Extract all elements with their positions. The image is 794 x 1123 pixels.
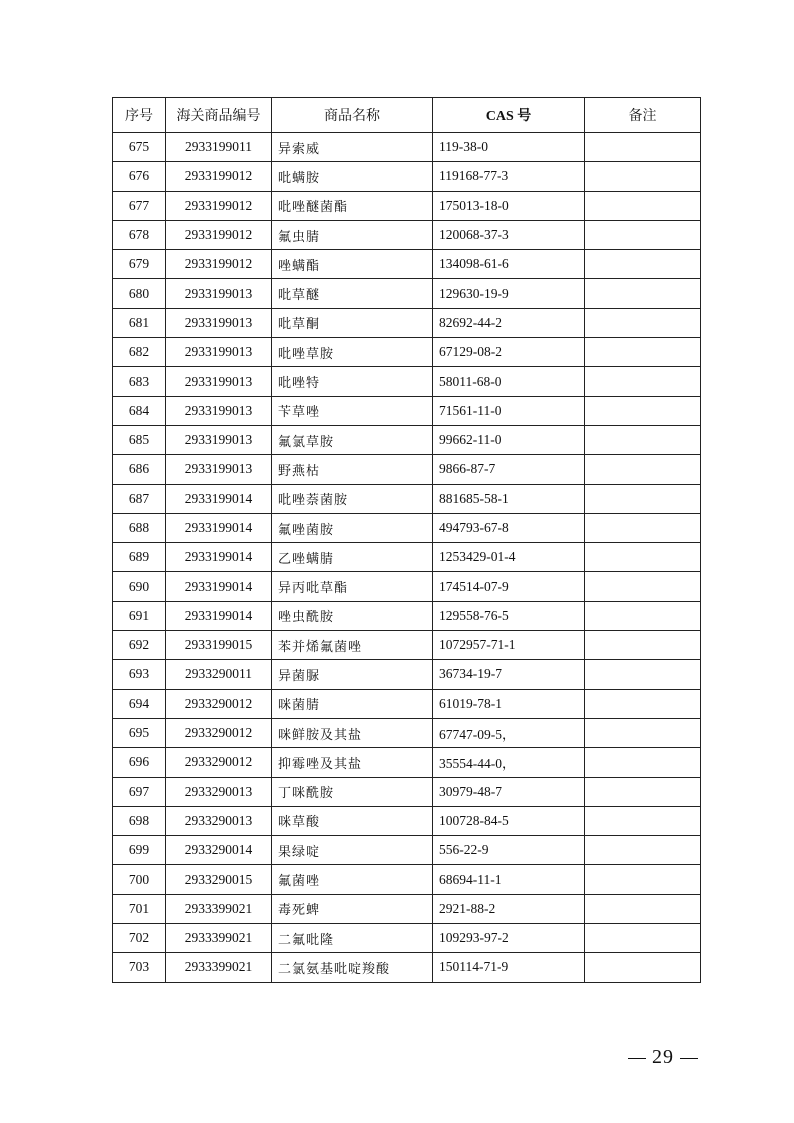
cell-seq: 684	[113, 396, 166, 425]
cell-cas-number: 174514-07-9	[433, 572, 585, 601]
cell-cas-number: 175013-18-0	[433, 191, 585, 220]
footer-dash-left	[628, 1058, 646, 1059]
cell-product-name: 咪草酸	[272, 806, 433, 835]
cell-cas-number: 1253429-01-4	[433, 543, 585, 572]
table-row	[113, 455, 701, 484]
cell-seq: 687	[113, 484, 166, 513]
cell-cas-number: 119168-77-3	[433, 162, 585, 191]
cell-product-name: 氟氯草胺	[272, 425, 433, 454]
cell-cas-number: 82692-44-2	[433, 308, 585, 337]
table-row	[113, 601, 701, 630]
cell-note	[585, 484, 701, 513]
cell-seq: 685	[113, 425, 166, 454]
cell-customs-code: 2933199012	[166, 162, 272, 191]
cell-product-name: 吡螨胺	[272, 162, 433, 191]
cell-customs-code: 2933199012	[166, 250, 272, 279]
cell-customs-code: 2933199013	[166, 425, 272, 454]
cell-product-name: 吡唑草胺	[272, 338, 433, 367]
cell-seq: 680	[113, 279, 166, 308]
table-row	[113, 484, 701, 513]
cell-seq: 681	[113, 308, 166, 337]
cell-customs-code: 2933199012	[166, 220, 272, 249]
cell-note	[585, 133, 701, 162]
cell-seq: 699	[113, 836, 166, 865]
cell-product-name: 乙唑螨腈	[272, 543, 433, 572]
cell-cas-number: 494793-67-8	[433, 513, 585, 542]
cell-note	[585, 513, 701, 542]
cell-product-name: 抑霉唑及其盐	[272, 748, 433, 777]
cell-cas-number: 67129-08-2	[433, 338, 585, 367]
cell-seq: 678	[113, 220, 166, 249]
cell-cas-number: 129630-19-9	[433, 279, 585, 308]
cell-note	[585, 250, 701, 279]
table-row	[113, 718, 701, 747]
cell-seq: 698	[113, 806, 166, 835]
table-row	[113, 279, 701, 308]
cell-note	[585, 748, 701, 777]
table-row	[113, 689, 701, 718]
cell-note	[585, 601, 701, 630]
cell-note	[585, 777, 701, 806]
cell-cas-number: 129558-76-5	[433, 601, 585, 630]
table-body	[113, 133, 701, 983]
cell-customs-code: 2933199014	[166, 543, 272, 572]
table-row	[113, 836, 701, 865]
cell-cas-number: 109293-97-2	[433, 924, 585, 953]
cell-cas-number: 134098-61-6	[433, 250, 585, 279]
page-number: 29	[652, 1046, 674, 1068]
footer-dash-right	[680, 1058, 698, 1059]
cell-cas-number: 30979-48-7	[433, 777, 585, 806]
cell-note	[585, 191, 701, 220]
cell-seq: 683	[113, 367, 166, 396]
cell-cas-number: 1072957-71-1	[433, 631, 585, 660]
cell-product-name: 吡唑萘菌胺	[272, 484, 433, 513]
cell-note	[585, 631, 701, 660]
table-row	[113, 748, 701, 777]
cell-customs-code: 2933199014	[166, 484, 272, 513]
cell-cas-number: 36734-19-7	[433, 660, 585, 689]
cell-cas-number: 99662-11-0	[433, 425, 585, 454]
cell-product-name: 吡唑醚菌酯	[272, 191, 433, 220]
cell-product-name: 丁咪酰胺	[272, 777, 433, 806]
table-row	[113, 396, 701, 425]
header-cas-number: CAS 号	[433, 98, 585, 133]
cell-product-name: 氟唑菌胺	[272, 513, 433, 542]
cell-note	[585, 367, 701, 396]
cell-customs-code: 2933290013	[166, 806, 272, 835]
cell-customs-code: 2933199013	[166, 279, 272, 308]
cell-product-name: 二氯氨基吡啶羧酸	[272, 953, 433, 982]
header-product-name: 商品名称	[272, 98, 433, 133]
table-row	[113, 924, 701, 953]
cell-customs-code: 2933199013	[166, 338, 272, 367]
cell-customs-code: 2933199014	[166, 513, 272, 542]
table-row	[113, 308, 701, 337]
cell-seq: 702	[113, 924, 166, 953]
cell-seq: 703	[113, 953, 166, 982]
cell-cas-number: 119-38-0	[433, 133, 585, 162]
cell-product-name: 咪菌腈	[272, 689, 433, 718]
cell-note	[585, 455, 701, 484]
cell-customs-code: 2933199014	[166, 572, 272, 601]
cell-cas-number: 120068-37-3	[433, 220, 585, 249]
chemical-list-table-container	[112, 97, 700, 983]
cell-seq: 675	[113, 133, 166, 162]
header-note: 备注	[585, 98, 701, 133]
cell-note	[585, 338, 701, 367]
cell-product-name: 氟菌唑	[272, 865, 433, 894]
cell-product-name: 异索威	[272, 133, 433, 162]
cell-product-name: 唑螨酯	[272, 250, 433, 279]
cell-cas-number: 150114-71-9	[433, 953, 585, 982]
cell-customs-code: 2933290015	[166, 865, 272, 894]
cell-customs-code: 2933290013	[166, 777, 272, 806]
table-row	[113, 162, 701, 191]
cell-customs-code: 2933290012	[166, 718, 272, 747]
cell-customs-code: 2933290011	[166, 660, 272, 689]
cell-product-name: 苯并烯氟菌唑	[272, 631, 433, 660]
cell-seq: 688	[113, 513, 166, 542]
cell-note	[585, 279, 701, 308]
cell-cas-number: 100728-84-5	[433, 806, 585, 835]
table-row	[113, 660, 701, 689]
cell-customs-code: 2933199013	[166, 308, 272, 337]
cell-note	[585, 924, 701, 953]
cell-customs-code: 2933290012	[166, 748, 272, 777]
cell-seq: 686	[113, 455, 166, 484]
cell-note	[585, 162, 701, 191]
cell-product-name: 果绿啶	[272, 836, 433, 865]
table-row	[113, 191, 701, 220]
cell-note	[585, 543, 701, 572]
cell-customs-code: 2933399021	[166, 953, 272, 982]
cell-note	[585, 953, 701, 982]
cell-note	[585, 894, 701, 923]
table-row	[113, 806, 701, 835]
table-row	[113, 338, 701, 367]
cell-seq: 695	[113, 718, 166, 747]
cell-seq: 689	[113, 543, 166, 572]
cell-product-name: 吡草酮	[272, 308, 433, 337]
cell-seq: 694	[113, 689, 166, 718]
cell-customs-code: 2933199015	[166, 631, 272, 660]
cell-product-name: 野燕枯	[272, 455, 433, 484]
cell-product-name: 吡草醚	[272, 279, 433, 308]
cell-seq: 700	[113, 865, 166, 894]
cell-cas-number: 68694-11-1	[433, 865, 585, 894]
cell-product-name: 异丙吡草酯	[272, 572, 433, 601]
cell-note	[585, 220, 701, 249]
cell-note	[585, 572, 701, 601]
cell-note	[585, 396, 701, 425]
cell-seq: 679	[113, 250, 166, 279]
cell-seq: 691	[113, 601, 166, 630]
cell-cas-number: 556-22-9	[433, 836, 585, 865]
cell-seq: 676	[113, 162, 166, 191]
cell-note	[585, 836, 701, 865]
table-row	[113, 572, 701, 601]
cell-product-name: 咪鲜胺及其盐	[272, 718, 433, 747]
table-row	[113, 133, 701, 162]
cell-product-name: 二氟吡隆	[272, 924, 433, 953]
cell-note	[585, 806, 701, 835]
cell-cas-number: 61019-78-1	[433, 689, 585, 718]
page-footer	[622, 1046, 704, 1069]
cell-seq: 677	[113, 191, 166, 220]
table-header-row	[113, 98, 701, 133]
table-row	[113, 220, 701, 249]
cell-seq: 696	[113, 748, 166, 777]
cell-note	[585, 865, 701, 894]
cell-seq: 682	[113, 338, 166, 367]
table-row	[113, 513, 701, 542]
cell-cas-number: 2921-88-2	[433, 894, 585, 923]
cell-seq: 692	[113, 631, 166, 660]
cell-customs-code: 2933399021	[166, 894, 272, 923]
cell-customs-code: 2933199011	[166, 133, 272, 162]
table-row	[113, 543, 701, 572]
cell-customs-code: 2933199013	[166, 455, 272, 484]
table-row	[113, 425, 701, 454]
cell-note	[585, 660, 701, 689]
table-row	[113, 367, 701, 396]
cell-cas-number: 58011-68-0	[433, 367, 585, 396]
table-row	[113, 250, 701, 279]
table-row	[113, 777, 701, 806]
cell-cas-number: 67747-09-5，	[433, 718, 585, 747]
cell-note	[585, 425, 701, 454]
cell-product-name: 异菌脲	[272, 660, 433, 689]
cell-product-name: 唑虫酰胺	[272, 601, 433, 630]
header-customs-code: 海关商品编号	[166, 98, 272, 133]
cell-product-name: 吡唑特	[272, 367, 433, 396]
cell-customs-code: 2933199013	[166, 367, 272, 396]
table-row	[113, 953, 701, 982]
cell-seq: 690	[113, 572, 166, 601]
table-row	[113, 894, 701, 923]
cell-product-name: 苄草唑	[272, 396, 433, 425]
cell-note	[585, 689, 701, 718]
chemical-list-table	[112, 97, 701, 983]
table-row	[113, 631, 701, 660]
cell-customs-code: 2933290012	[166, 689, 272, 718]
cell-customs-code: 2933199014	[166, 601, 272, 630]
cell-customs-code: 2933199012	[166, 191, 272, 220]
cell-seq: 697	[113, 777, 166, 806]
cell-cas-number: 71561-11-0	[433, 396, 585, 425]
cell-product-name: 毒死蜱	[272, 894, 433, 923]
cell-customs-code: 2933290014	[166, 836, 272, 865]
cell-seq: 701	[113, 894, 166, 923]
table-row	[113, 865, 701, 894]
cell-cas-number: 35554-44-0，	[433, 748, 585, 777]
cell-product-name: 氟虫腈	[272, 220, 433, 249]
cell-seq: 693	[113, 660, 166, 689]
cell-note	[585, 308, 701, 337]
header-seq: 序号	[113, 98, 166, 133]
cell-cas-number: 9866-87-7	[433, 455, 585, 484]
cell-customs-code: 2933399021	[166, 924, 272, 953]
cell-cas-number: 881685-58-1	[433, 484, 585, 513]
cell-note	[585, 718, 701, 747]
cell-customs-code: 2933199013	[166, 396, 272, 425]
